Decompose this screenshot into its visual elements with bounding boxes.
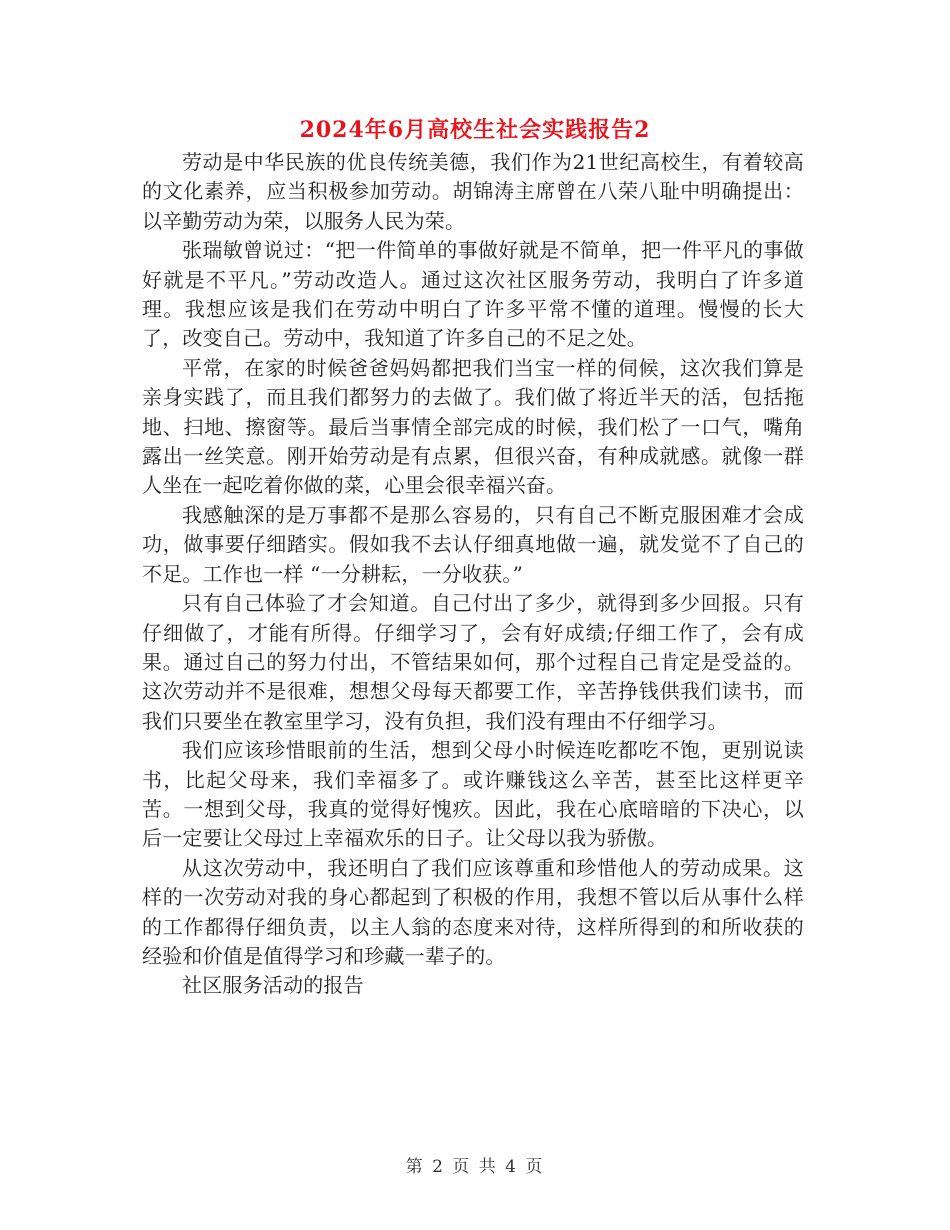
paragraph-2: 张瑞敏曾说过：“把一件简单的事做好就是不简单，把一件平凡的事做好就是不平凡。”劳动改造人。通过这次社区服务劳动，我明白了许多道理。我想应该是我们在劳动中明白了许多平常不懂的道理。慢慢的长大了，改变自己。劳动中，我知道了许多自己的不足之处。 [142,238,804,351]
document-body [142,148,804,1001]
paragraph-3: 平常，在家的时候爸爸妈妈都把我们当宝一样的伺候，这次我们算是亲身实践了，而且我们都努力的去做了。我们做了将近半天的活，包括拖地、扫地、擦窗等。最后当事情全部完成的时候，我们松了一口气，嘴角露出一丝笑意。刚开始劳动是有点累，但很兴奋，有种成就感。就像一群人坐在一起吃着你做的菜，心里会很幸福兴奋。 [142,355,804,498]
paragraph-1: 劳动是中华民族的优良传统美德，我们作为21世纪高校生，有着较高的文化素养，应当积极参加劳动。胡锦涛主席曾在八荣八耻中明确提出：以辛勤劳动为荣，以服务人民为荣。 [142,150,804,233]
page-number-footer: 第 2 页 共 4 页 [405,1157,545,1177]
paragraph-7: 从这次劳动中，我还明白了我们应该尊重和珍惜他人的劳动成果。这样的一次劳动对我的身心都起到了积极的作用，我想不管以后从事什么样的工作都得仔细负责，以主人翁的态度来对待，这样所得到的和所收获的经验和价值是值得学习和珍藏一辈子的。 [142,855,804,968]
paragraph-6: 我们应该珍惜眼前的生活，想到父母小时候连吃都吃不饱，更别说读书，比起父母来，我们幸福多了。或许赚钱这么辛苦，甚至比这样更辛苦。一想到父母，我真的觉得好愧疚。因此，我在心底暗暗的下决心，以后一定要让父母过上幸福欢乐的日子。让父母以我为骄傲。 [142,738,804,851]
paragraph-5: 只有自己体验了才会知道。自己付出了多少，就得到多少回报。只有仔细做了，才能有所得。仔细学习了，会有好成绩;仔细工作了，会有成果。通过自己的努力付出，不管结果如何，那个过程自己肯定是受益的。这次劳动并不是很难，想想父母每天都要工作，辛苦挣钱供我们读书，而我们只要坐在教室里学习，没有负担，我们没有理由不仔细学习。 [142,591,804,733]
document-title: 2024年6月高校生社会实践报告2 [299,117,651,143]
paragraph-8-heading: 社区服务活动的报告 [182,973,364,998]
paragraph-4: 我感触深的是万事都不是那么容易的，只有自己不断克服困难才会成功，做事要仔细踏实。假如我不去认仔细真地做一遍，就发觉不了自己的不足。工作也一样 “一分耕耘，一分收获。” [142,502,804,586]
